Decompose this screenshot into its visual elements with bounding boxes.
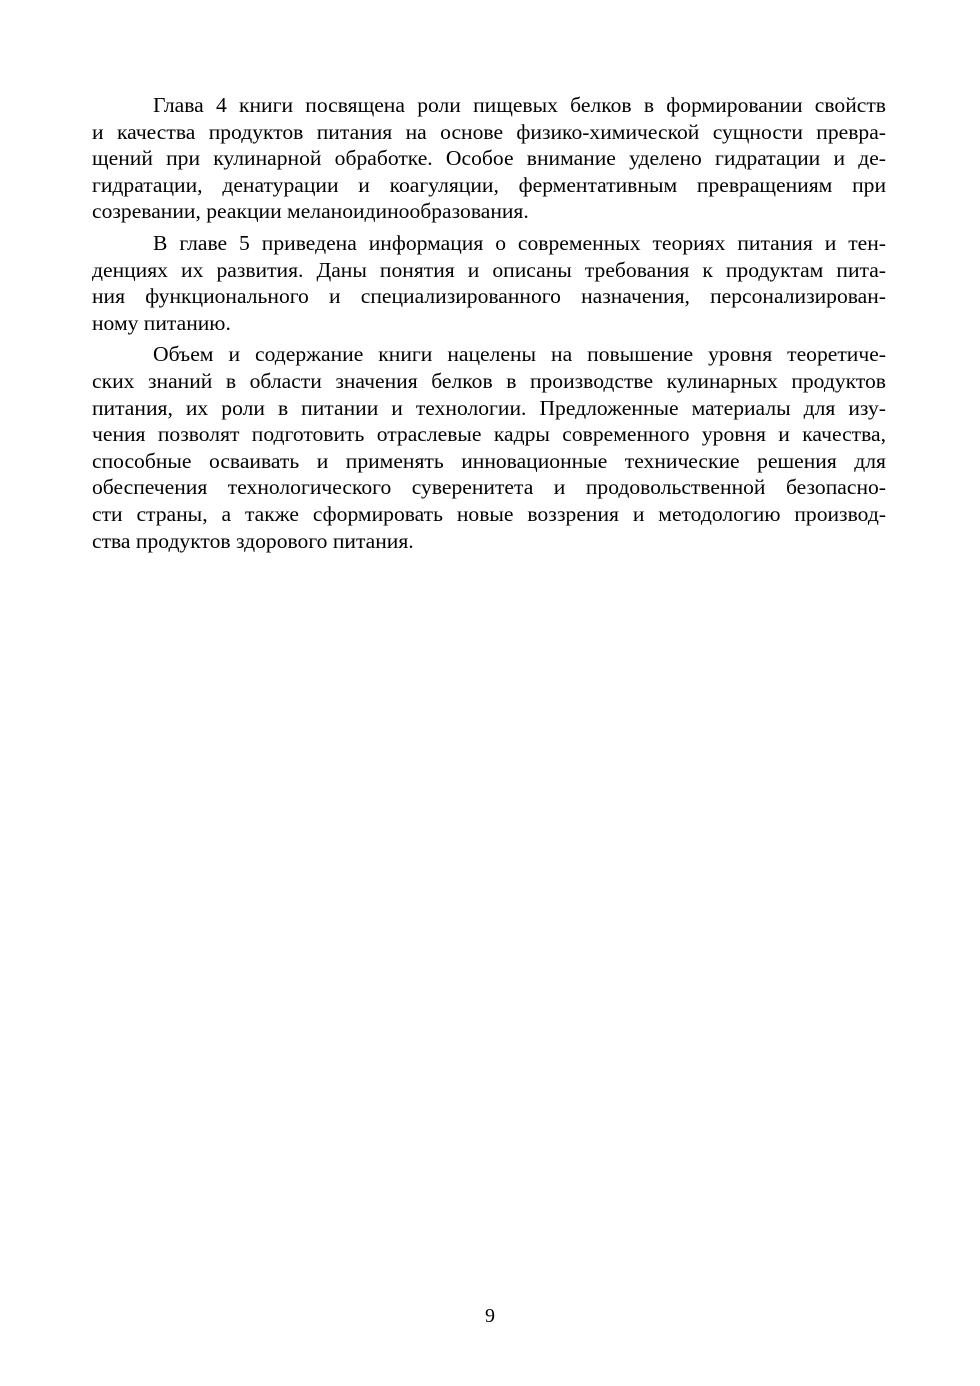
text-line: Глава 4 книги посвящена роли пищевых белков в формировании свойств (153, 93, 886, 117)
text-line: В главе 5 приведена информация о современных теориях питания и тен- (153, 230, 886, 255)
text-line: сти страны, а также сформировать новые воззрения и методологию производ- (92, 501, 886, 526)
text-line: гидратации, денатурации и коагуляции, ферментативным превращениям при (92, 172, 886, 197)
text-line: ному питанию. (92, 310, 231, 335)
text-line: чения позволят подготовить отраслевые кадры современного уровня и качества, (92, 422, 886, 447)
text-line: питания, их роли в питании и технологии. Предложенные материалы для изу- (92, 395, 886, 420)
paragraph-chapter-4 (92, 92, 886, 225)
text-line: способные осваивать и применять инновационные технические решения для (92, 448, 886, 473)
paragraph-chapter-5 (92, 230, 886, 336)
paragraph-scope (92, 341, 886, 554)
text-line: денциях их развития. Даны понятия и описаны требования к продуктам пита- (92, 257, 886, 282)
text-line: ских знаний в области значения белков в производстве кулинарных продуктов (92, 368, 886, 393)
text-line: и качества продуктов питания на основе физико-химической сущности превра- (92, 119, 886, 144)
text-line: обеспечения технологического суверенитета и продовольственной безопасно- (92, 475, 886, 500)
page-number: 9 (485, 1305, 495, 1327)
text-line: созревании, реакции меланоидинообразования. (92, 199, 529, 224)
text-line: щений при кулинарной обработке. Особое внимание уделено гидратации и де- (92, 146, 886, 171)
text-line: ства продуктов здорового питания. (92, 528, 414, 553)
text-line: Объем и содержание книги нацелены на повышение уровня теоретиче- (153, 342, 886, 367)
body-text (92, 92, 886, 559)
text-line: ния функционального и специализированного назначения, персонализирован- (92, 284, 886, 309)
